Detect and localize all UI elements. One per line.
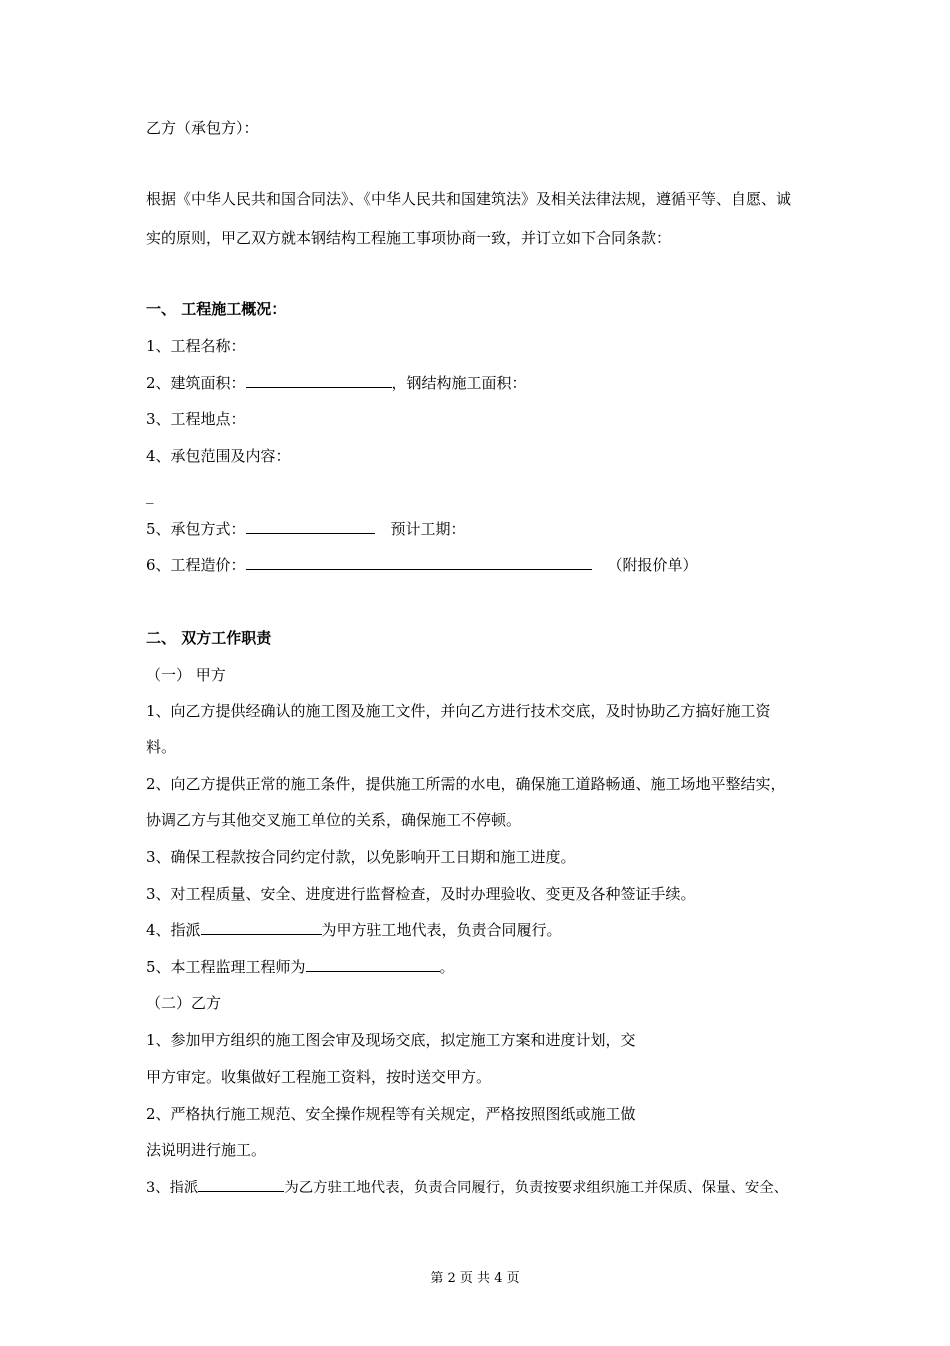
supervisor-label: 5、本工程监理工程师为 — [146, 958, 306, 976]
project-location: 3、工程地点： — [146, 410, 246, 428]
project-cost — [146, 555, 698, 575]
quotation-note: （附报价单） — [607, 556, 698, 574]
party-b-rep-label: 3、指派 — [146, 1180, 199, 1196]
intro-line-1: 根据《中华人民共和国合同法》、《中华人民共和国建筑法》及相关法律法规，遵循平等、自愿、诚 — [146, 190, 792, 208]
contract-method-label: 5、承包方式： — [146, 520, 246, 538]
party-a-duty-3: 3、确保工程款按合同约定付款，以免影响开工日期和施工进度。 — [146, 848, 576, 866]
party-a-duty-2-line-2: 协调乙方与其他交叉施工单位的关系，确保施工不停顿。 — [146, 811, 522, 829]
scope-blank: _ — [146, 486, 154, 504]
party-b-subheading: （二）乙方 — [146, 994, 222, 1012]
party-b-duty-2-line-2: 法说明进行施工。 — [146, 1141, 267, 1159]
contract-method-blank — [246, 519, 375, 534]
party-a-rep-blank — [201, 920, 322, 935]
party-a-duty-5 — [146, 957, 455, 977]
project-name: 1、工程名称： — [146, 337, 246, 355]
party-a-duty-1-line-1: 1、向乙方提供经确认的施工图及施工文件，并向乙方进行技术交底，及时协助乙方搞好施工资 — [146, 702, 771, 720]
supervisor-end: 。 — [439, 958, 455, 976]
duration-label: 预计工期： — [390, 520, 466, 538]
party-a-subheading: （一） 甲方 — [146, 666, 226, 684]
intro-line-2: 实的原则，甲乙双方就本钢结构工程施工事项协商一致，并订立如下合同条款： — [146, 229, 672, 247]
party-a-duty-3b: 3、对工程质量、安全、进度进行监督检查，及时办理验收、变更及各种签证手续。 — [146, 885, 696, 903]
party-a-duty-2-line-1: 2、向乙方提供正常的施工条件，提供施工所需的水电，确保施工道路畅通、施工场地平整结实， — [146, 775, 786, 793]
party-a-duty-4 — [146, 920, 562, 940]
building-area — [146, 373, 527, 393]
project-cost-blank — [246, 555, 592, 570]
party-b-rep-blank — [198, 1177, 284, 1192]
party-b-duty-2-line-1: 2、严格执行施工规范、安全操作规程等有关规定，严格按照图纸或施工做 — [146, 1105, 636, 1123]
page-footer: 第 2 页 共 4 页 — [430, 1271, 520, 1286]
contract-method — [146, 519, 466, 539]
party-b-duty-1-line-2: 甲方审定。收集做好工程施工资料，按时送交甲方。 — [146, 1068, 492, 1086]
party-a-duty-1-line-2: 料。 — [146, 738, 177, 756]
party-b-duty-3 — [146, 1177, 788, 1198]
party-a-rep-desc: 为甲方驻工地代表，负责合同履行。 — [321, 921, 562, 939]
section-2-heading: 二、 双方工作职责 — [146, 629, 272, 647]
building-area-blank — [246, 373, 392, 388]
steel-area-label: ，钢结构施工面积： — [391, 374, 527, 392]
section-1-heading: 一、 工程施工概况： — [146, 300, 287, 318]
party-b-duty-1-line-1: 1、参加甲方组织的施工图会审及现场交底，拟定施工方案和进度计划，交 — [146, 1031, 636, 1049]
contract-scope: 4、承包范围及内容： — [146, 447, 291, 465]
building-area-label: 2、建筑面积： — [146, 374, 246, 392]
project-cost-label: 6、工程造价： — [146, 556, 246, 574]
supervisor-blank — [306, 957, 440, 972]
party-b-label: 乙方（承包方）： — [146, 119, 259, 137]
party-b-rep-desc: 为乙方驻工地代表，负责合同履行，负责按要求组织施工并保质、保量、安全、 — [284, 1180, 789, 1196]
party-a-rep-label: 4、指派 — [146, 921, 201, 939]
